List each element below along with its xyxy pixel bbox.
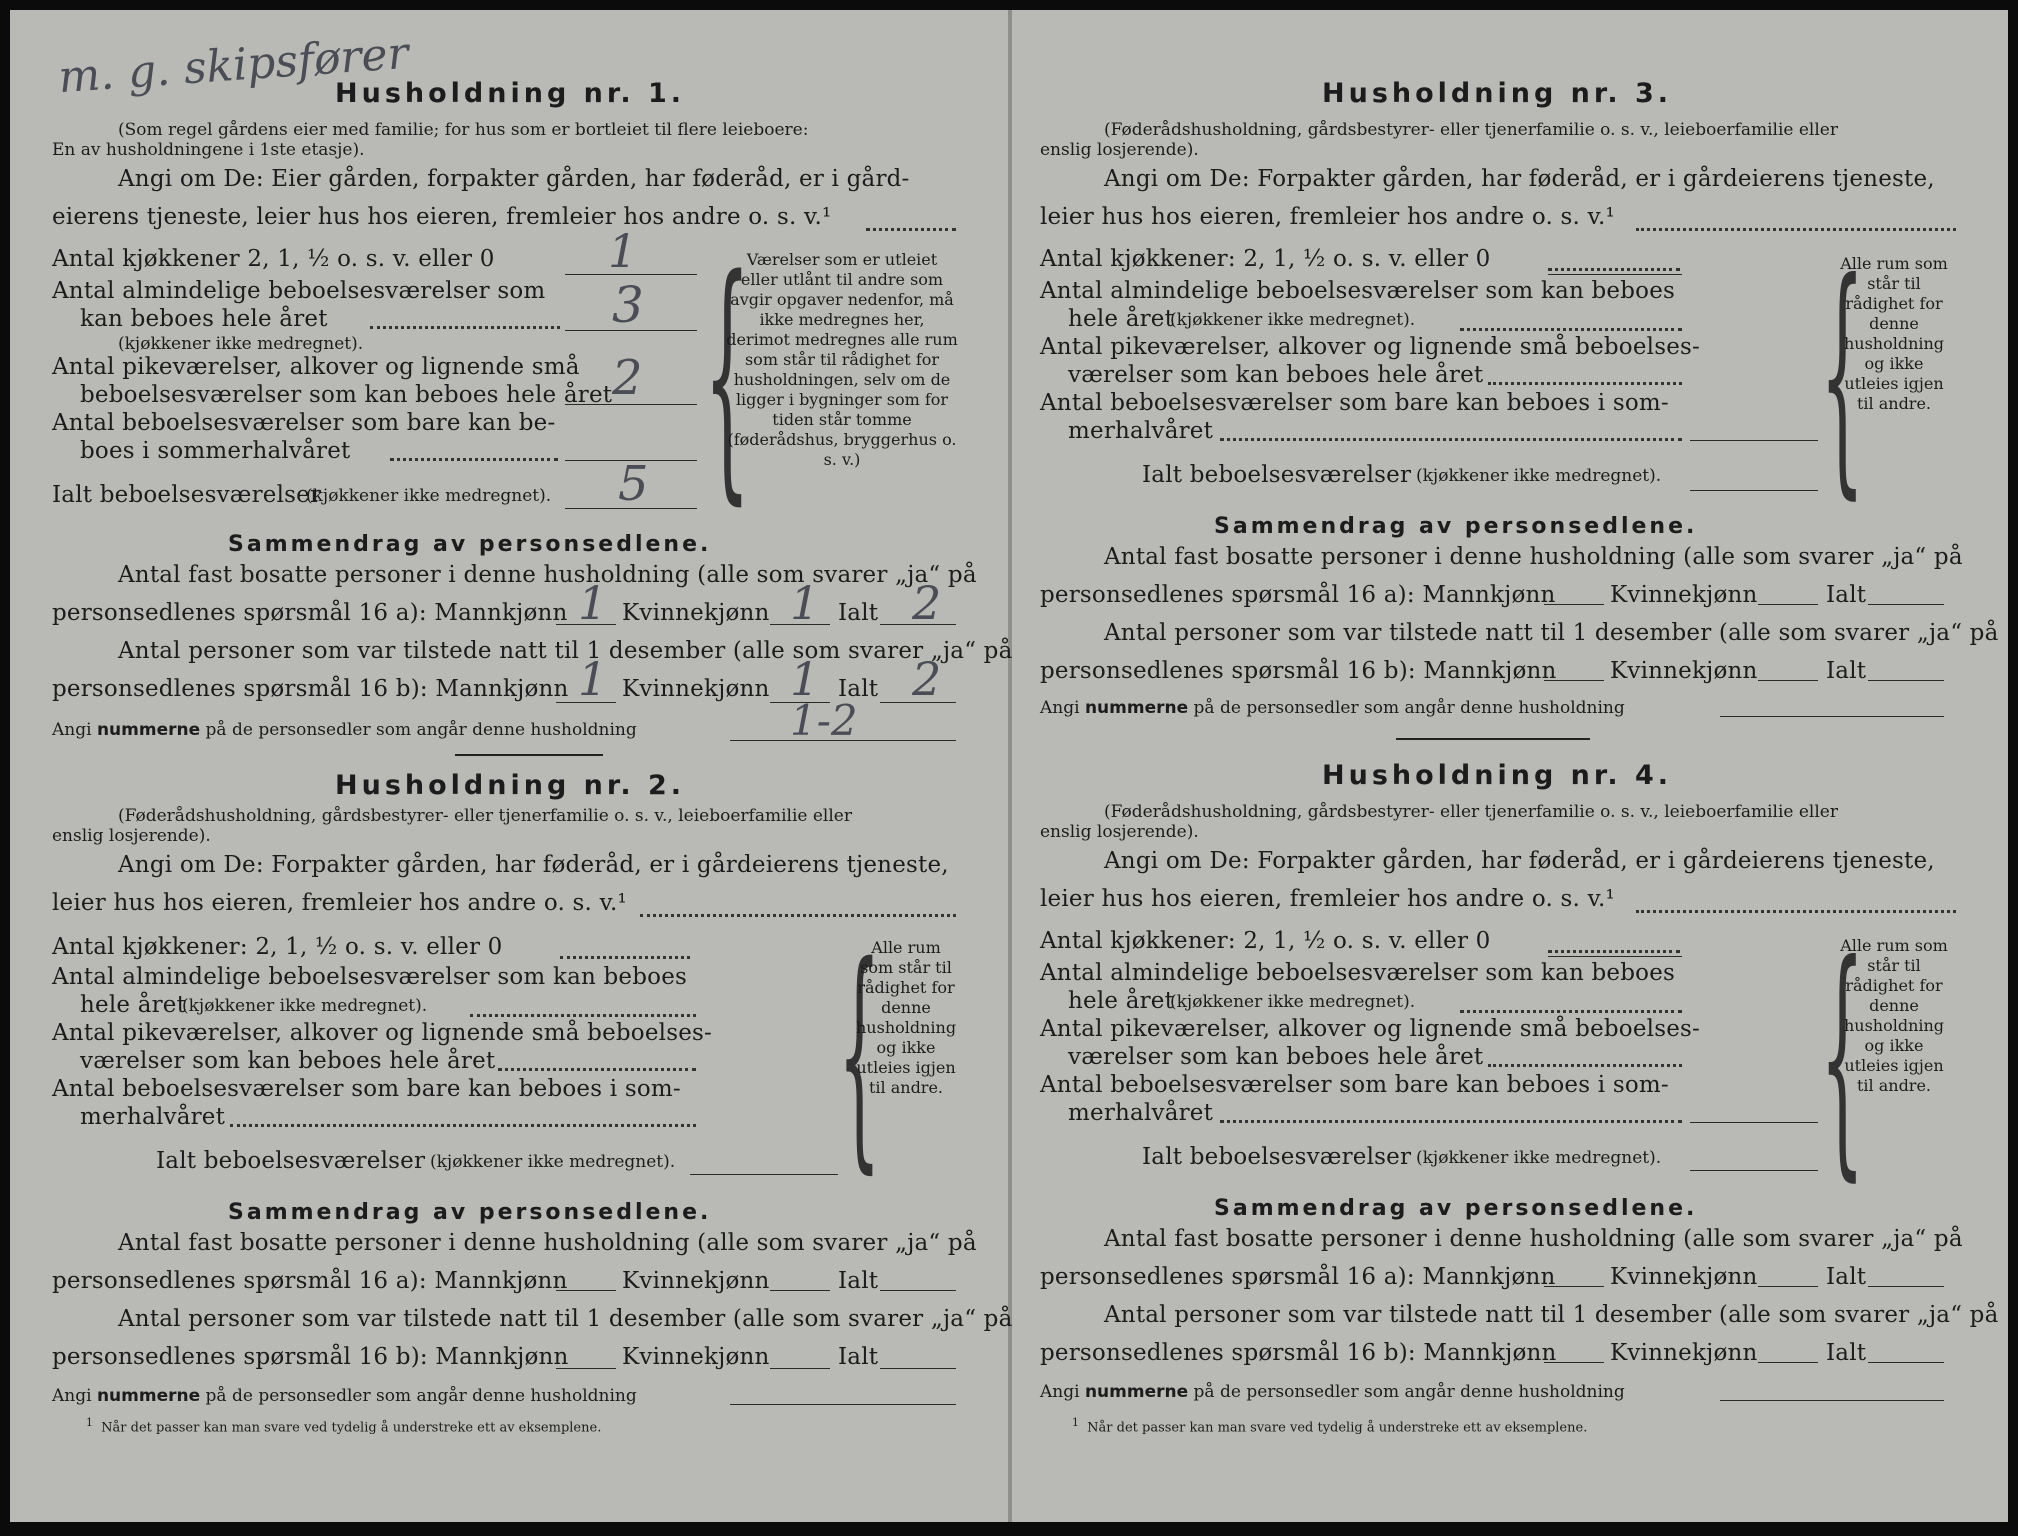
household-2-room-8: merhalvåret [80, 1104, 226, 1130]
answer-line [730, 740, 956, 741]
dots [560, 956, 690, 959]
household-4-intro-1: (Føderådshusholdning, gårdsbestyrer- eller tjenerfamilie o. s. v., leieboerfamilie eller [1104, 802, 1838, 822]
answer-line [1868, 680, 1944, 681]
household-2-present-women-label: Kvinnekjønn [622, 1344, 770, 1370]
dots [498, 1068, 696, 1071]
household-4-room-1: Antal kjøkkener: 2, 1, ½ o. s. v. eller 0 [1040, 928, 1491, 954]
household-4-summary-title: Sammendrag av personsedlene. [1214, 1196, 1698, 1221]
household-3-side-note: Alle rum som står til rådighet for denne husholdning og ikke utleies igjen til andre. [1840, 254, 1948, 413]
handwritten-h1-numbers: 1-2 [790, 696, 858, 745]
answer-line [1868, 604, 1944, 605]
household-3-intro-1: (Føderådshusholdning, gårdsbestyrer- eller tjenerfamilie o. s. v., leieboerfamilie eller [1104, 120, 1838, 140]
household-1-angi-2: eierens tjeneste, leier hus hos eieren, fremleier hos andre o. s. v.¹ [52, 204, 832, 230]
answer-line [770, 1368, 830, 1369]
divider [455, 754, 603, 756]
handwritten-h1-present-total: 2 [912, 652, 942, 706]
household-4-angi-2: leier hus hos eieren, fremleier hos andre o. s. v.¹ [1040, 886, 1615, 912]
household-3-fast-women-label: Kvinnekjønn [1610, 582, 1758, 608]
household-3-room-8: merhalvåret [1068, 418, 1214, 444]
answer-line [1720, 1400, 1944, 1401]
household-3-room-5: Antal pikeværelser, alkover og lignende små beboelses- [1040, 334, 1701, 360]
answer-line [770, 624, 830, 625]
household-3-room-1: Antal kjøkkener: 2, 1, ½ o. s. v. eller 0 [1040, 246, 1491, 272]
household-1-fast-1: Antal fast bosatte personer i denne husholdning (alle som svarer „ja“ på [118, 562, 977, 588]
household-4-room-7: Antal beboelsesværelser som bare kan beboes i som- [1040, 1072, 1669, 1098]
handwritten-h1-fast-women: 1 [790, 576, 820, 630]
dots [1460, 1010, 1682, 1013]
household-1-summary-title: Sammendrag av personsedlene. [228, 532, 712, 557]
answer-line [880, 1290, 956, 1291]
household-4-angi-1: Angi om De: Forpakter gården, har føderåd, er i gårdeierens tjeneste, [1104, 848, 1935, 874]
household-1-fast-2: personsedlenes spørsmål 16 a): Mannkjønn [52, 600, 568, 626]
dots [390, 458, 558, 461]
household-2-room-6: værelser som kan beboes hele året [80, 1048, 496, 1074]
answer-line [556, 1368, 616, 1369]
household-3-angi-2: leier hus hos eieren, fremleier hos andre o. s. v.¹ [1040, 204, 1615, 230]
answer-line [556, 624, 616, 625]
answer-line [1544, 680, 1604, 681]
dots [640, 914, 956, 917]
dots [1548, 268, 1680, 271]
household-1-room-1: Antal kjøkkener 2, 1, ½ o. s. v. eller 0 [52, 246, 495, 272]
household-4-total-label: Ialt beboelsesværelser [1142, 1144, 1412, 1170]
dots [370, 326, 560, 329]
handwritten-h1-present-women: 1 [790, 652, 820, 706]
household-3-room-6: værelser som kan beboes hele året [1068, 362, 1484, 388]
household-2-intro-1: (Føderådshusholdning, gårdsbestyrer- eller tjenerfamilie o. s. v., leieboerfamilie eller [118, 806, 852, 826]
household-1-intro-2: En av husholdningene i 1ste etasje). [52, 140, 365, 160]
household-1-room-4: (kjøkkener ikke medregnet). [118, 334, 364, 354]
dots [1488, 1064, 1682, 1067]
footnote-right: $^1$ Når det passer kan man svare ved tydelig å understreke ett av eksemplene. [1072, 1416, 1588, 1436]
handwritten-h1-fast-total: 2 [912, 576, 942, 630]
household-3-room-3: hele året [1068, 306, 1175, 332]
household-2-total-label: Ialt beboelsesværelser [156, 1148, 426, 1174]
answer-line [565, 508, 697, 509]
household-1-present-total-label: Ialt [838, 676, 879, 702]
handwritten-h1-present-men: 1 [578, 652, 608, 706]
household-4-side-note: Alle rum som står til rådighet for denne husholdning og ikke utleies igjen til andre. [1840, 936, 1948, 1095]
answer-line [880, 702, 956, 703]
household-2-room-7: Antal beboelsesværelser som bare kan beboes i som- [52, 1076, 681, 1102]
household-4-room-5: Antal pikeværelser, alkover og lignende små beboelses- [1040, 1016, 1701, 1042]
household-4-numbers: Angi nummerne på de personsedler som angår denne husholdning [1040, 1382, 1625, 1402]
handwritten-h1-fast-men: 1 [578, 576, 608, 630]
household-4-present-women-label: Kvinnekjønn [1610, 1340, 1758, 1366]
household-3-present-2: personsedlenes spørsmål 16 b): Mannkjønn [1040, 658, 1557, 684]
answer-line [1544, 1286, 1604, 1287]
answer-line [770, 1290, 830, 1291]
household-2-fast-total-label: Ialt [838, 1268, 879, 1294]
household-3-total-label: Ialt beboelsesværelser [1142, 462, 1412, 488]
left-page [10, 10, 1010, 1522]
household-1-fast-women-label: Kvinnekjønn [622, 600, 770, 626]
household-1-room-3: kan beboes hele året [80, 306, 328, 332]
household-2-fast-2: personsedlenes spørsmål 16 a): Mannkjønn [52, 1268, 568, 1294]
dots [230, 1124, 696, 1127]
household-3-room-7: Antal beboelsesværelser som bare kan beboes i som- [1040, 390, 1669, 416]
answer-line [556, 702, 616, 703]
household-3-room-2: Antal almindelige beboelsesværelser som kan beboes [1040, 278, 1676, 304]
household-2-room-2: Antal almindelige beboelsesværelser som kan beboes [52, 964, 688, 990]
handwritten-h1-ordinary-rooms: 3 [612, 276, 644, 334]
dots [470, 1014, 696, 1017]
brace: { [1820, 911, 1865, 1202]
household-4-room-6: værelser som kan beboes hele året [1068, 1044, 1484, 1070]
household-4-total-note: (kjøkkener ikke medregnet). [1416, 1148, 1662, 1168]
household-1-room-5: Antal pikeværelser, alkover og lignende små [52, 354, 580, 380]
page-fold [1008, 10, 1012, 1522]
handwritten-h1-small-rooms: 2 [612, 350, 643, 406]
household-2-present-total-label: Ialt [838, 1344, 879, 1370]
household-1-fast-total-label: Ialt [838, 600, 879, 626]
dots [1488, 382, 1682, 385]
household-2-present-1: Antal personer som var tilstede natt til 1 desember (alle som svarer „ja“ på [118, 1306, 1013, 1332]
household-3-fast-2: personsedlenes spørsmål 16 a): Mannkjønn [1040, 582, 1556, 608]
household-1-room-7: Antal beboelsesværelser som bare kan be- [52, 410, 556, 436]
household-2-fast-women-label: Kvinnekjønn [622, 1268, 770, 1294]
household-4-intro-2: enslig losjerende). [1040, 822, 1199, 842]
household-3-present-women-label: Kvinnekjønn [1610, 658, 1758, 684]
answer-line [880, 1368, 956, 1369]
answer-line [1758, 680, 1818, 681]
household-3-numbers: Angi nummerne på de personsedler som angår denne husholdning [1040, 698, 1625, 718]
answer-line [1868, 1362, 1944, 1363]
household-2-room-5: Antal pikeværelser, alkover og lignende små beboelses- [52, 1020, 713, 1046]
household-4-present-2: personsedlenes spørsmål 16 b): Mannkjønn [1040, 1340, 1557, 1366]
household-2-angi-1: Angi om De: Forpakter gården, har føderåd, er i gårdeierens tjeneste, [118, 852, 949, 878]
household-1-intro-1: (Som regel gårdens eier med familie; for hus som er bortleiet til flere leieboere: [118, 120, 809, 140]
household-2-numbers: Angi nummerne på de personsedler som angår denne husholdning [52, 1386, 637, 1406]
household-2-room-3: hele året [80, 992, 187, 1018]
dots [1548, 950, 1680, 953]
brace: { [1820, 229, 1865, 520]
household-1-total-note: (kjøkkener ikke medregnet). [306, 486, 552, 506]
household-3-present-total-label: Ialt [1826, 658, 1867, 684]
dots [1220, 438, 1682, 441]
answer-line [565, 274, 697, 275]
dots [1636, 910, 1956, 913]
household-3-summary-title: Sammendrag av personsedlene. [1214, 514, 1698, 539]
answer-line [1758, 1286, 1818, 1287]
answer-line [556, 1290, 616, 1291]
brace: { [838, 914, 881, 1194]
answer-line [1758, 1362, 1818, 1363]
footnote-left: $^1$ Når det passer kan man svare ved tydelig å understreke ett av eksemplene. [86, 1416, 602, 1436]
household-1-present-1: Antal personer som var tilstede natt til 1 desember (alle som svarer „ja“ på [118, 638, 1013, 664]
household-1-present-2: personsedlenes spørsmål 16 b): Mannkjønn [52, 676, 569, 702]
household-3-room-4: (kjøkkener ikke medregnet). [1170, 310, 1416, 330]
answer-line [1758, 604, 1818, 605]
household-2-total-note: (kjøkkener ikke medregnet). [430, 1152, 676, 1172]
answer-line [1544, 604, 1604, 605]
household-4-room-8: merhalvåret [1068, 1100, 1214, 1126]
household-2-present-2: personsedlenes spørsmål 16 b): Mannkjønn [52, 1344, 569, 1370]
answer-line [1548, 956, 1682, 957]
divider [1396, 738, 1590, 740]
household-3-present-1: Antal personer som var tilstede natt til 1 desember (alle som svarer „ja“ på [1104, 620, 1999, 646]
household-1-room-8: boes i sommerhalvåret [80, 438, 351, 464]
household-2-room-4: (kjøkkener ikke medregnet). [182, 996, 428, 1016]
household-4-room-4: (kjøkkener ikke medregnet). [1170, 992, 1416, 1012]
household-2-intro-2: enslig losjerende). [52, 826, 211, 846]
household-1-total-label: Ialt beboelsesværelser [52, 482, 322, 508]
household-4-fast-1: Antal fast bosatte personer i denne husholdning (alle som svarer „ja“ på [1104, 1226, 1963, 1252]
household-2-fast-1: Antal fast bosatte personer i denne husholdning (alle som svarer „ja“ på [118, 1230, 977, 1256]
dots [1220, 1120, 1682, 1123]
handwritten-h1-total-rooms: 5 [618, 456, 649, 512]
answer-line [690, 1174, 838, 1175]
household-3-fast-1: Antal fast bosatte personer i denne husholdning (alle som svarer „ja“ på [1104, 544, 1963, 570]
answer-line [1690, 1170, 1818, 1171]
household-1-side-note: Værelser som er utleiet eller utlånt til andre som avgir opgaver nedenfor, må ikke medregnes her, derimot medregnes alle rum som står til rådighet for husholdningen, selv om de ligger i bygninger som for tiden står tomme (føderådshus, bryggerhus o. s. v.) [726, 250, 958, 469]
answer-line [880, 624, 956, 625]
household-3-intro-2: enslig losjerende). [1040, 140, 1199, 160]
household-3-angi-1: Angi om De: Forpakter gården, har føderåd, er i gårdeierens tjeneste, [1104, 166, 1935, 192]
brace: { [704, 225, 751, 527]
household-4-present-total-label: Ialt [1826, 1340, 1867, 1366]
answer-line [565, 330, 697, 331]
household-4-present-1: Antal personer som var tilstede natt til 1 desember (alle som svarer „ja“ på [1104, 1302, 1999, 1328]
household-2-room-1: Antal kjøkkener: 2, 1, ½ o. s. v. eller 0 [52, 934, 503, 960]
household-1-angi-dots [866, 228, 956, 231]
household-4-fast-total-label: Ialt [1826, 1264, 1867, 1290]
answer-line [730, 1404, 956, 1405]
answer-line [1548, 274, 1682, 275]
answer-line [1720, 716, 1944, 717]
household-4-fast-2: personsedlenes spørsmål 16 a): Mannkjønn [1040, 1264, 1556, 1290]
household-1-present-women-label: Kvinnekjønn [622, 676, 770, 702]
household-3-title: Husholdning nr. 3. [1322, 78, 1673, 109]
household-1-numbers: Angi nummerne på de personsedler som angår denne husholdning [52, 720, 637, 740]
household-1-angi-1: Angi om De: Eier gården, forpakter gården, har føderåd, er i gård- [118, 166, 910, 192]
household-4-title: Husholdning nr. 4. [1322, 760, 1673, 791]
handwritten-header-note: m. g. skipsfører [56, 27, 411, 104]
household-2-summary-title: Sammendrag av personsedlene. [228, 1200, 712, 1225]
household-1-title: Husholdning nr. 1. [335, 78, 686, 109]
household-1-room-2: Antal almindelige beboelsesværelser som [52, 278, 546, 304]
answer-line [1690, 440, 1818, 441]
household-3-total-note: (kjøkkener ikke medregnet). [1416, 466, 1662, 486]
household-2-title: Husholdning nr. 2. [335, 770, 686, 801]
dots [1636, 228, 1956, 231]
dots [1460, 328, 1682, 331]
answer-line [1544, 1362, 1604, 1363]
household-2-side-note: Alle rum som står til rådighet for denne husholdning og ikke utleies igjen til andre. [856, 938, 957, 1097]
answer-line [1690, 490, 1818, 491]
household-3-fast-total-label: Ialt [1826, 582, 1867, 608]
household-4-room-2: Antal almindelige beboelsesværelser som kan beboes [1040, 960, 1676, 986]
household-2-angi-2: leier hus hos eieren, fremleier hos andre o. s. v.¹ [52, 890, 627, 916]
household-4-fast-women-label: Kvinnekjønn [1610, 1264, 1758, 1290]
answer-line [565, 404, 697, 405]
answer-line [1690, 1122, 1818, 1123]
answer-line [1868, 1286, 1944, 1287]
household-1-room-6: beboelsesværelser som kan beboes hele året [80, 382, 613, 408]
household-4-room-3: hele året [1068, 988, 1175, 1014]
handwritten-h1-kitchens: 1 [608, 224, 638, 278]
